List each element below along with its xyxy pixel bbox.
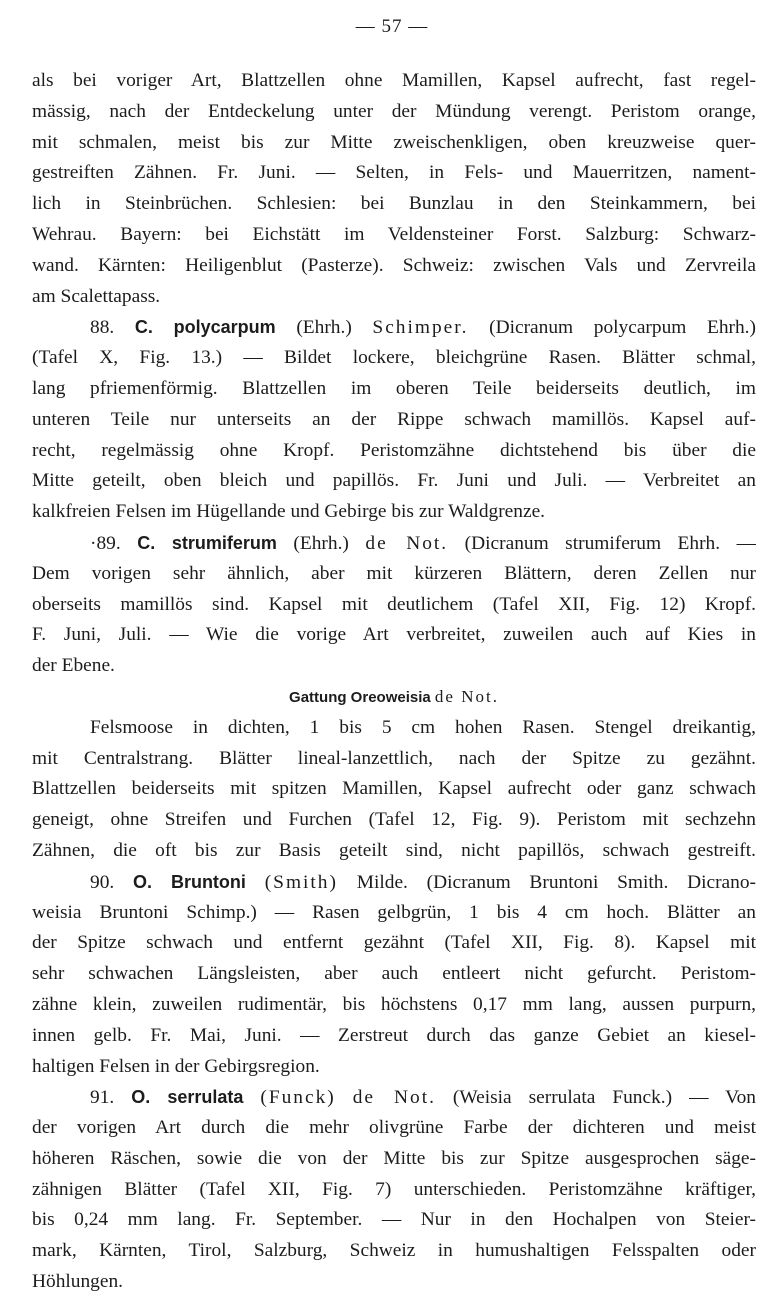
text-line (32, 1175, 756, 1206)
text-line (32, 220, 756, 251)
text-segment: recht, regelmässig ohne Kropf. Peristomzähne dichtstehend bis über die (32, 439, 756, 461)
author-citation: (Smith) (264, 871, 338, 893)
text-segment: (Ehrh.) (276, 532, 366, 554)
text-segment: wand. Kärnten: Heiligenblut (Pasterze). Schweiz: zwischen Vals und Zervreila (32, 254, 756, 276)
text-segment: Mitte geteilt, oben bleich und papillös. Fr. Juni und Juli. — Verbreitet an (32, 470, 756, 492)
text-line (32, 528, 756, 559)
text-line (32, 898, 756, 929)
text-line (32, 282, 756, 313)
text-segment: (Weisia serrulata Funck.) — Von (435, 1087, 756, 1109)
text-line (32, 343, 756, 374)
text-segment: der Ebene. (32, 655, 115, 677)
species-name: C. strumiferum (137, 532, 277, 553)
text-segment: gestreiften Zähnen. Fr. Juni. — Selten, in Fels- und Mauerritzen, nament- (32, 162, 756, 184)
text-segment: innen gelb. Fr. Mai, Juni. — Zerstreut durch das ganze Gebiet an kiesel- (32, 1024, 756, 1046)
text-segment: sehr schwachen Längsleisten, aber auch entleert nicht gefurcht. Peristom- (32, 963, 756, 985)
text-line (32, 374, 756, 405)
genus-name: Gattung Oreoweisia (289, 688, 431, 706)
text-line (32, 651, 756, 682)
author-citation: de Not. (352, 1087, 436, 1109)
text-segment: Felsmoose in dichten, 1 bis 5 cm hohen Rasen. Stengel dreikantig, (90, 716, 756, 738)
genus-heading (32, 682, 756, 713)
text-segment: (Dicranum strumiferum Ehrh. — (448, 532, 756, 554)
text-segment (336, 1087, 353, 1108)
text-segment: ·89. (90, 532, 138, 554)
text-segment: der Spitze schwach und entfernt gezähnt (Tafel XII, Fig. 8). Kapsel mit (32, 932, 756, 954)
text-segment: (Tafel X, Fig. 13.) — Bildet lockere, bleichgrüne Rasen. Blätter schmal, (32, 347, 756, 369)
text-line (32, 97, 756, 128)
text-line (32, 990, 756, 1021)
text-segment: Blattzellen beiderseits mit spitzen Mamillen, Kapsel aufrecht oder ganz schwach (32, 778, 756, 800)
text-segment: haltigen Felsen in der Gebirgsregion. (32, 1055, 320, 1077)
text-segment: mark, Kärnten, Tirol, Salzburg, Schweiz in humushaltigen Felsspalten oder (32, 1240, 756, 1262)
text-segment: lich in Steinbrüchen. Schlesien: bei Bunzlau in den Steinkammern, bei (32, 193, 756, 215)
text-segment: 88. (90, 317, 135, 339)
text-line (32, 128, 756, 159)
text-segment: am Scalettapass. (32, 285, 161, 307)
text-segment: als bei voriger Art, Blattzellen ohne Mamillen, Kapsel aufrecht, fast regel- (32, 70, 756, 91)
text-line (32, 1236, 756, 1267)
text-line (32, 466, 756, 497)
text-segment: (Ehrh.) (275, 317, 373, 339)
text-segment: Zähnen, die oft bis zur Basis geteilt sind, nicht papillös, schwach gestreift. (32, 839, 756, 861)
text-segment: kalkfreien Felsen im Hügellande und Gebirge bis zur Waldgrenze. (32, 501, 546, 523)
page-number: — 57 — (355, 16, 429, 37)
text-line (32, 1082, 756, 1113)
text-segment: 91. (90, 1087, 132, 1109)
text-line (32, 158, 756, 189)
text-line (32, 867, 756, 898)
text-segment: mit Centralstrang. Blätter lineal-lanzettlich, nach der Spitze zu gezähnt. (32, 747, 756, 769)
text-line (32, 928, 756, 959)
text-segment: Wehrau. Bayern: bei Eichstätt im Veldensteiner Forst. Salzburg: Schwarz- (32, 223, 756, 245)
text-segment: oberseits mamillös sind. Kapsel mit deutlichem (Tafel XII, Fig. 12) Kropf. (32, 593, 756, 615)
text-line (32, 1021, 756, 1052)
author-citation: (Funck) (260, 1087, 336, 1109)
text-segment (246, 872, 265, 893)
text-line (32, 405, 756, 436)
text-line (32, 744, 756, 775)
text-line (32, 189, 756, 220)
author-citation: de Not. (365, 532, 449, 554)
text-line (32, 774, 756, 805)
text-segment: lang pfriemenförmig. Blattzellen im oberen Teile beiderseits deutlich, im (32, 377, 756, 399)
text-line (32, 1052, 756, 1083)
species-name: O. serrulata (131, 1087, 244, 1108)
text-segment: weisia Bruntoni Schimp.) — Rasen gelbgrün, 1 bis 4 cm hoch. Blätter an (32, 901, 756, 923)
text-line (32, 1205, 756, 1236)
text-line (32, 620, 756, 651)
text-line (32, 251, 756, 282)
text-line (32, 959, 756, 990)
text-line (32, 1267, 756, 1298)
text-line (32, 497, 756, 528)
text-segment: der vorigen Art durch die mehr olivgrüne Farbe der dichteren und meist (32, 1117, 756, 1139)
text-line (32, 436, 756, 467)
text-segment: F. Juni, Juli. — Wie die vorige Art verbreitet, zuweilen auch auf Kies in (32, 624, 756, 646)
text-segment: geneigt, ohne Streifen und Furchen (Tafel 12, Fig. 9). Peristom mit sechzehn (32, 809, 756, 831)
text-segment: zähnigen Blätter (Tafel XII, Fig. 7) unterschieden. Peristomzähne kräftiger, (32, 1178, 756, 1200)
text-segment: Höhlungen. (32, 1271, 124, 1293)
text-segment: 90. (90, 871, 134, 893)
species-name: C. polycarpum (134, 317, 276, 338)
text-segment: Dem vorigen sehr ähnlich, aber mit kürzeren Blättern, deren Zellen nur (32, 562, 756, 584)
text-segment: unteren Teile nur unterseits an der Rippe schwach mamillös. Kapsel auf- (32, 408, 756, 430)
text-segment: zähne klein, zuweilen rudimentär, bis höchstens 0,17 mm lang, aussen purpurn, (32, 993, 756, 1015)
text-segment (243, 1087, 260, 1108)
text-segment: höheren Räschen, sowie die von der Mitte bis zur Spitze ausgesprochen säge- (32, 1147, 756, 1169)
text-segment: mit schmalen, meist bis zur Mitte zweischenkligen, oben kreuzweise quer- (32, 131, 756, 153)
text-segment: (Dicranum polycarpum Ehrh.) (468, 317, 756, 339)
text-line (32, 836, 756, 867)
species-name: O. Bruntoni (133, 871, 246, 892)
text-line (32, 1144, 756, 1175)
text-segment: Milde. (Dicranum Bruntoni Smith. Dicrano- (337, 871, 756, 893)
text-line (32, 713, 756, 744)
text-line (32, 805, 756, 836)
text-line (32, 1113, 756, 1144)
text-column (32, 66, 756, 1298)
genus-author: de Not. (434, 686, 499, 706)
text-segment: mässig, nach der Entdeckelung unter der Mündung verengt. Peristom orange, (32, 100, 756, 122)
text-line (32, 312, 756, 343)
text-line (32, 590, 756, 621)
author-citation: Schimper. (372, 317, 469, 339)
text-segment: bis 0,24 mm lang. Fr. September. — Nur in den Hochalpen von Steier- (32, 1209, 756, 1231)
text-line (32, 559, 756, 590)
text-line (32, 66, 756, 97)
